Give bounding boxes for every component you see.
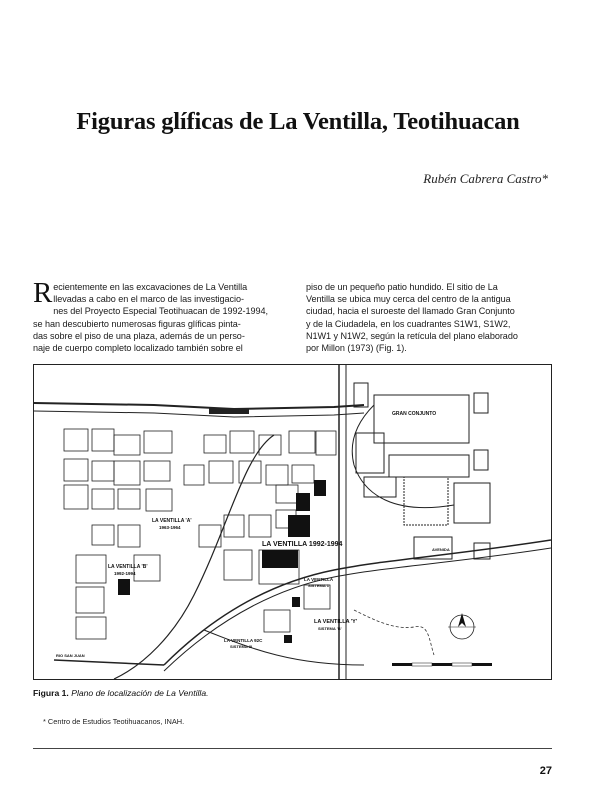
map-label-ventilla-b-years: 1992-1994 xyxy=(114,571,136,576)
map-label-ventilla-sys1-sub: SISTEMA 1 xyxy=(308,583,329,588)
map-label-avenida: AVENIDA xyxy=(432,547,450,552)
footnote: * Centro de Estudios Teotihuacanos, INAH. xyxy=(43,717,185,726)
figure-caption xyxy=(33,688,209,698)
author-name: Rubén Cabrera Castro* xyxy=(423,171,548,186)
map-label-ventilla-sys3: LA VENTILLA 92C xyxy=(224,638,263,643)
map-label-ventilla-b: LA VENTILLA 'B' xyxy=(108,564,148,570)
body-line: y de la Ciudadela, en los cuadrantes S1W1, S1W2, xyxy=(306,318,511,329)
map-label-ventilla-sys1: LA VENTILLA xyxy=(304,577,334,582)
body-line: piso de un pequeño patio hundido. El sitio de La xyxy=(306,282,498,292)
map-label-rio: RIO SAN JUAN xyxy=(56,653,85,658)
figure-caption-text: Plano de localización de La Ventilla. xyxy=(71,688,209,698)
body-column-right xyxy=(306,281,556,354)
body-line: ecientemente en las excavaciones de La Ventilla xyxy=(53,282,248,292)
body-line: ciudad, hacia el suroeste del llamado Gran Conjunto xyxy=(306,306,515,317)
article-title: Figuras glíficas de La Ventilla, Teotihuacan xyxy=(76,108,520,135)
body-line: nes del Proyecto Especial Teotihuacan de 1992-1994, xyxy=(53,306,268,317)
body-line: naje de cuerpo completo localizado también sobre el xyxy=(33,343,243,354)
page-number: 27 xyxy=(539,765,552,777)
body-line: por Millon (1973) (Fig. 1). xyxy=(306,343,407,354)
map-label-ventilla-y-sub: SISTEMA 'B' xyxy=(318,626,342,631)
map-label-ventilla-a: LA VENTILLA 'A' xyxy=(152,518,192,524)
body-line: llevadas a cabo en el marco de las investigacio- xyxy=(53,294,244,305)
figure-caption-label: Figura 1. xyxy=(33,688,69,698)
location-map-figure xyxy=(33,364,552,680)
map-label-ventilla-main: LA VENTILLA 1992-1994 xyxy=(262,541,343,548)
north-arrow-icon xyxy=(448,613,476,639)
map-label-ventilla-y: LA VENTILLA 'Y' xyxy=(314,619,358,625)
body-line: se han descubierto numerosas figuras glíficas pinta- xyxy=(33,318,241,329)
body-line: Ventilla se ubica muy cerca del centro de la antigua xyxy=(306,294,511,305)
map-label-ventilla-a-years: 1963-1964 xyxy=(159,525,181,530)
footer-rule xyxy=(33,748,552,749)
map-label-gran-conjunto: GRAN CONJUNTO xyxy=(392,411,437,417)
map-label-ventilla-sys3-sub: SISTEMA III xyxy=(230,644,253,649)
drop-cap: R xyxy=(33,277,53,309)
site-map xyxy=(34,365,551,679)
scale-bar xyxy=(392,663,492,666)
body-line: N1W1 y N1W2, según la retícula del plano elaborado xyxy=(306,330,518,341)
body-line: das sobre el piso de una plaza, además de un perso- xyxy=(33,330,245,341)
body-column-left xyxy=(33,277,281,354)
